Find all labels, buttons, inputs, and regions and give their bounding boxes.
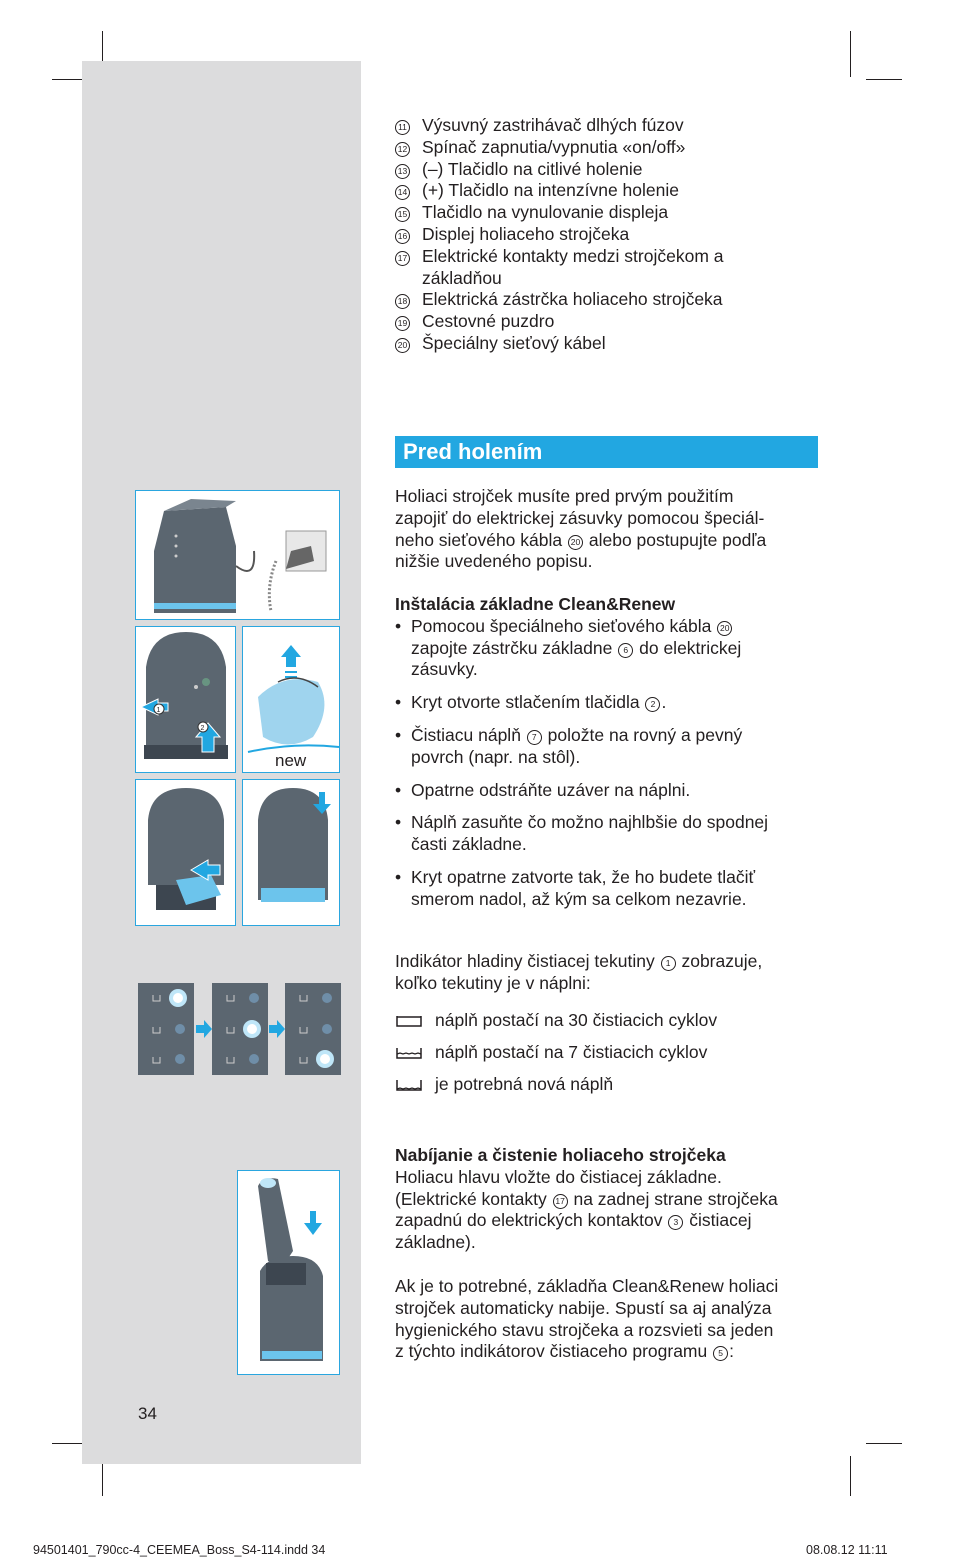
legend-item: 17 Elektrické kontakty medzi strojčekom a základňou bbox=[395, 246, 835, 290]
figure-shaver-in-base bbox=[237, 1170, 340, 1375]
intro-paragraph: Holiaci strojček musíte pred prvým použitím zapojiť do elektrickej zásuvky pomocou špeciál- neho sieťového kábla 20 alebo postupujte podľa nižšie uvedeného popisu. bbox=[395, 486, 767, 572]
legend-item: 16 Displej holiaceho strojčeka bbox=[395, 224, 835, 246]
indicator-section: Indikátor hladiny čistiacej tekutiny 1 zobrazuje, koľko tekutiny je v náplni: náplň postačí na 30 čistiacich cyklov náplň postačí na 7 čistiacich cyklov je potrebná nová náplň bbox=[395, 951, 825, 1101]
legend-item: 18 Elektrická zástrčka holiaceho strojčeka bbox=[395, 289, 835, 311]
list-item: • Kryt opatrne zatvorte tak, že ho budete tlačiť smerom nadol, až kým sa celkom nezavrie. bbox=[395, 866, 756, 909]
step-1-label: 1 bbox=[156, 707, 161, 714]
charging-title: Nabíjanie a čistenie holiaceho strojčeka bbox=[395, 1145, 726, 1165]
footer-date: 08.08.12 11:11 bbox=[806, 1543, 888, 1557]
figure-open-cover bbox=[135, 626, 236, 773]
level-full-icon bbox=[395, 1014, 423, 1028]
arrow-right-icon bbox=[196, 1020, 212, 1038]
figure-insert-cartridge bbox=[135, 779, 236, 926]
list-item: • Kryt otvorte stlačením tlačidla 2 . bbox=[395, 692, 667, 713]
crop-mark bbox=[850, 31, 851, 77]
crop-mark bbox=[866, 1443, 902, 1444]
legend-item: 15 Tlačidlo na vynulovanie displeja bbox=[395, 202, 835, 224]
crop-mark bbox=[52, 79, 86, 80]
figure-close-cover bbox=[242, 779, 340, 926]
charging-section: Nabíjanie a čistenie holiaceho strojčeka Holiacu hlavu vložte do čistiacej základne. (Elektrické kontakty 17 na zadnej strane strojčeka zapadnú do elektrických kontaktov 3 čistiacej základne). Ak je to potrebné, základňa Clean&Renew holiaci strojček automaticky nabije. Spustí sa aj analýza hygienického stavu strojčeka a rozsvieti sa jeden z týchto indikátorov čistiaceho programu 5 : bbox=[395, 1145, 835, 1363]
install-section bbox=[395, 594, 825, 911]
list-item: • Pomocou špeciálneho sieťového kábla 20 zapojte zástrčku základne 6 do elektrickej zásuvky. bbox=[395, 615, 742, 680]
arrow-right-icon bbox=[269, 1020, 285, 1038]
indicator-row: je potrebná nová náplň bbox=[395, 1069, 825, 1101]
level-low-icon bbox=[395, 1046, 423, 1060]
install-title: Inštalácia základne Clean&Renew bbox=[395, 594, 676, 614]
indicator-panel-low bbox=[212, 983, 268, 1075]
step-2-label: 2 bbox=[200, 725, 205, 732]
indicator-panel-full bbox=[138, 983, 194, 1075]
crop-mark bbox=[52, 1443, 86, 1444]
legend-item: 19 Cestovné puzdro bbox=[395, 311, 835, 333]
figure-station-plug bbox=[135, 490, 340, 620]
crop-mark bbox=[866, 79, 902, 80]
footer-file: 94501401_790cc-4_CEEMEA_Boss_S4-114.indd 34 bbox=[33, 1543, 326, 1557]
legend-item: 11 Výsuvný zastrihávač dlhých fúzov bbox=[395, 115, 835, 137]
list-item: • Čistiacu náplň 7 položte na rovný a pevný povrch (napr. na stôl). bbox=[395, 724, 743, 767]
indicator-panel-empty bbox=[285, 983, 341, 1075]
new-label: new bbox=[275, 751, 307, 770]
legend-item: 12 Spínač zapnutia/vypnutia «on/off» bbox=[395, 137, 835, 159]
indicator-row: náplň postačí na 30 čistiacich cyklov bbox=[395, 1005, 825, 1037]
list-item: • Opatrne odstráňte uzáver na náplni. bbox=[395, 779, 691, 800]
legend-item: 20 Špeciálny sieťový kábel bbox=[395, 333, 835, 355]
list-item: • Náplň zasuňte čo možno najhlbšie do spodnej časti základne. bbox=[395, 812, 769, 855]
section-heading: Pred holením bbox=[395, 436, 818, 468]
legend-item: 13 (–) Tlačidlo na citlivé holenie bbox=[395, 159, 835, 181]
parts-legend bbox=[395, 115, 835, 355]
legend-item: 14 (+) Tlačidlo na intenzívne holenie bbox=[395, 180, 835, 202]
page-number: 34 bbox=[138, 1404, 157, 1423]
indicator-row: náplň postačí na 7 čistiacich cyklov bbox=[395, 1037, 825, 1069]
crop-mark bbox=[850, 1456, 851, 1496]
level-empty-icon bbox=[395, 1078, 423, 1092]
figure-new-cartridge bbox=[242, 626, 340, 773]
